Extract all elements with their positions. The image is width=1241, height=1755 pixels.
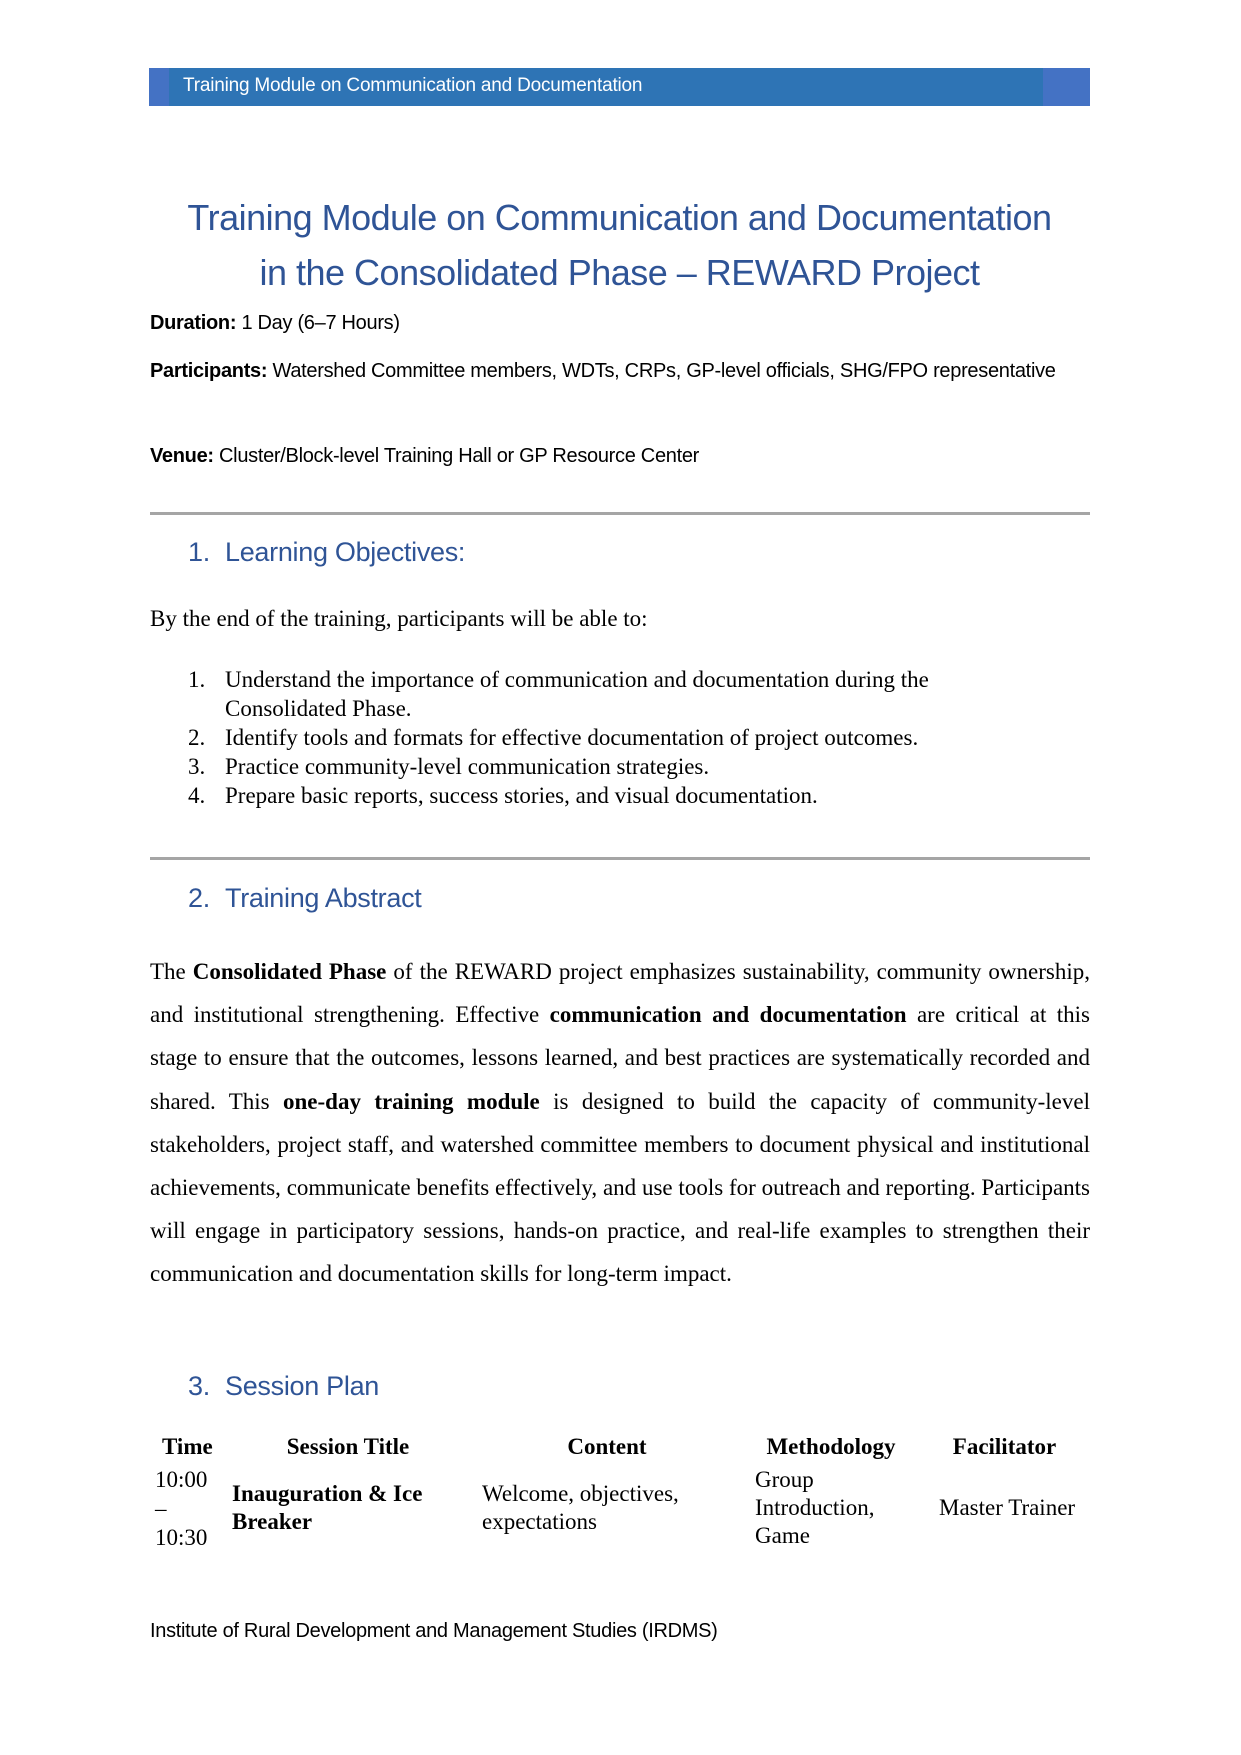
time-start: 10:00 — [155, 1467, 208, 1492]
section-divider — [150, 512, 1090, 515]
section-number: 3. — [188, 1371, 210, 1401]
abstract-paragraph — [150, 950, 1090, 1296]
list-item-text: Understand the importance of communication and documentation during the Consolidated Phase. — [225, 667, 929, 721]
column-header-session-title: Session Title — [286, 1434, 410, 1459]
running-header-title: Training Module on Communication and Documentation — [183, 75, 643, 96]
table-row — [150, 1465, 1090, 1551]
list-item-text: Prepare basic reports, success stories, and visual documentation. — [225, 783, 818, 808]
cell-methodology — [743, 1465, 919, 1551]
column-header-methodology: Methodology — [766, 1434, 896, 1459]
list-item — [150, 665, 1050, 723]
section-heading-session-plan — [188, 1371, 379, 1402]
document-title-line-1: Training Module on Communication and Documentation — [187, 197, 1052, 238]
venue-line — [150, 440, 1090, 473]
running-header-band — [149, 68, 1090, 106]
time-separator: – — [155, 1496, 167, 1521]
objectives-intro: By the end of the training, participants will be able to: — [150, 606, 648, 631]
section-number: 1. — [188, 537, 210, 567]
list-item-number: 2. — [188, 725, 206, 750]
column-header-time: Time — [162, 1434, 213, 1459]
abstract-emphasis: communication and documentation — [549, 1002, 907, 1028]
list-item-number: 1. — [188, 667, 206, 692]
column-header-content: Content — [567, 1434, 647, 1459]
objectives-list — [150, 665, 1050, 810]
duration-line — [150, 307, 1090, 340]
abstract-text: are critical at this stage to ensure that the outcomes, lessons learned, and best practices are systematically recorded and shared. This — [150, 1002, 1090, 1114]
cell-content — [471, 1465, 743, 1551]
section-heading-objectives — [188, 537, 465, 568]
cell-facilitator — [919, 1465, 1090, 1551]
cell-session-title — [225, 1465, 471, 1551]
list-item-number: 4. — [188, 783, 206, 808]
section-title: Training Abstract — [225, 883, 422, 913]
table-header-row — [150, 1430, 1090, 1463]
content-text: Welcome, objectives, expectations — [482, 1481, 679, 1534]
section-title: Session Plan — [225, 1371, 379, 1401]
session-title-text: Inauguration & Ice Breaker — [232, 1481, 423, 1534]
venue-label: Venue: — [150, 445, 214, 467]
section-title: Learning Objectives: — [225, 537, 466, 567]
duration-label: Duration: — [150, 312, 237, 334]
methodology-text: Group Introduction, Game — [755, 1467, 875, 1548]
participants-value: Watershed Committee members, WDTs, CRPs, GP-level officials, SHG/FPO representative — [267, 360, 1056, 382]
abstract-text: of the REWARD project emphasizes sustainability, community ownership, and institutional strengthening. Effective — [150, 959, 1090, 1028]
list-item-text: Identify tools and formats for effective documentation of project outcomes. — [225, 725, 919, 750]
column-header-facilitator: Facilitator — [952, 1434, 1057, 1459]
section-divider — [150, 857, 1090, 860]
participants-label: Participants: — [150, 360, 268, 382]
session-plan-table — [150, 1430, 1090, 1551]
list-item — [150, 781, 1050, 810]
abstract-text: The — [150, 959, 193, 984]
list-item-text: Practice community-level communication strategies. — [225, 754, 710, 779]
document-title-line-2: in the Consolidated Phase – REWARD Project — [259, 252, 980, 293]
document-title — [149, 190, 1090, 300]
duration-value: 1 Day (6–7 Hours) — [236, 312, 400, 334]
list-item — [150, 723, 1050, 752]
page-footer: Institute of Rural Development and Management Studies (IRDMS) — [150, 1620, 718, 1642]
section-heading-abstract — [188, 883, 422, 914]
section-number: 2. — [188, 883, 210, 913]
participants-line — [150, 355, 1090, 388]
time-end: 10:30 — [155, 1525, 208, 1550]
cell-time — [150, 1465, 225, 1551]
list-item-number: 3. — [188, 754, 206, 779]
facilitator-text: Master Trainer — [939, 1495, 1076, 1520]
list-item — [150, 752, 1050, 781]
running-header-inner — [169, 68, 1043, 106]
venue-value: Cluster/Block-level Training Hall or GP Resource Center — [213, 445, 700, 467]
abstract-text: is designed to build the capacity of community-level stakeholders, project staff, and watershed committee members to document physical and institutional achievements, communicate benefits effectively, and use tools for outreach and reporting. Participants will engage in participatory sessions, hands-on practice, and real-life examples to strengthen their communication and documentation skills for long-term impact. — [150, 1088, 1090, 1287]
abstract-emphasis: one-day training module — [283, 1088, 540, 1114]
abstract-emphasis: Consolidated Phase — [192, 959, 387, 984]
